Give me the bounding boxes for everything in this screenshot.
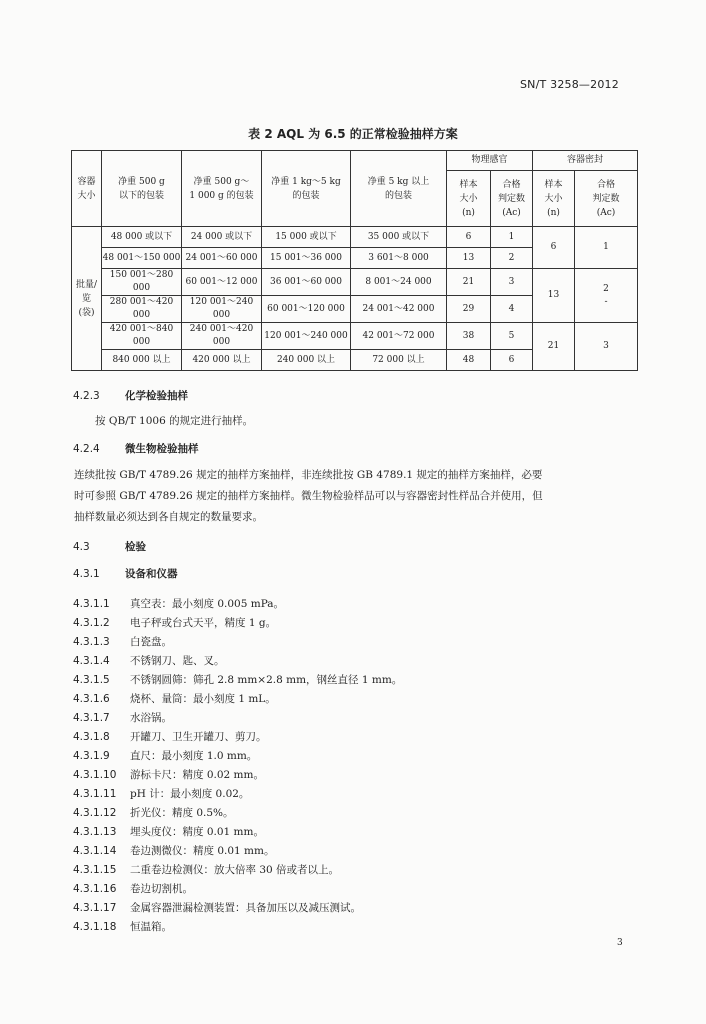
paragraph-4-2-4: 连续批按 GB/T 4789.26 规定的抽样方案抽样，非连续批按 GB 4789.1 规定的抽样方案抽样，必要 时可参照 GB/T 4789.26 规定的抽样方案抽样。微生物检验样品可以与容器密封性样品合并使用，但 抽样数量必须达到各自规定的数量要求。 xyxy=(74,469,543,523)
header-col2: 净重 500 g～ 1 000 g 的包装 xyxy=(182,151,262,227)
table-caption: 表 2 AQL 为 6.5 的正常检验抽样方案 xyxy=(248,127,458,141)
header-seal: 容器密封 xyxy=(533,151,638,171)
seal-sample-size: 13 xyxy=(533,269,575,323)
seal-accept-number: 2 - xyxy=(575,269,638,323)
table-row xyxy=(72,227,638,248)
table-cell: 120 001～240 000 xyxy=(182,296,262,323)
table-cell: 29 xyxy=(447,296,491,323)
list-item: 4.3.1.15 二重卷边检测仪：放大倍率 30 倍或者以上。 xyxy=(73,864,340,876)
section-heading-4-3: 4.3 检验 xyxy=(73,541,146,553)
table-cell: 13 xyxy=(447,248,491,269)
header-col1: 净重 500 g 以下的包装 xyxy=(102,151,182,227)
table-cell: 8 001～24 000 xyxy=(351,269,447,296)
table-cell: 38 xyxy=(447,323,491,350)
seal-accept-number: 3 xyxy=(575,323,638,371)
header-col4: 净重 5 kg 以上 的包装 xyxy=(351,151,447,227)
list-item: 4.3.1.9 直尺：最小刻度 1.0 mm。 xyxy=(73,750,258,762)
list-item: 4.3.1.5 不锈钢圆筛：筛孔 2.8 mm×2.8 mm，钢丝直径 1 mm。 xyxy=(73,674,403,686)
table-cell: 60 001～120 000 xyxy=(262,296,351,323)
table-cell: 35 000 或以下 xyxy=(351,227,447,248)
table-cell: 36 001～60 000 xyxy=(262,269,351,296)
header-seal-sample-size: 样本 大小 (n) xyxy=(533,171,575,227)
table-cell: 60 001～12 000 xyxy=(182,269,262,296)
table-cell: 280 001～420 000 xyxy=(102,296,182,323)
header-container-size: 容器 大小 xyxy=(72,151,102,227)
section-heading-4-2-4: 4.2.4 微生物检验抽样 xyxy=(73,443,199,455)
list-item: 4.3.1.3 白瓷盘。 xyxy=(73,636,172,648)
table-cell: 3 601～8 000 xyxy=(351,248,447,269)
table-cell: 24 001～60 000 xyxy=(182,248,262,269)
list-item: 4.3.1.1 真空表：最小刻度 0.005 mPa。 xyxy=(73,598,285,610)
table-cell: 3 xyxy=(491,269,533,296)
table-cell: 24 001～42 000 xyxy=(351,296,447,323)
table-cell: 2 xyxy=(491,248,533,269)
table-cell: 420 000 以上 xyxy=(182,350,262,371)
table-cell: 840 000 以上 xyxy=(102,350,182,371)
list-item: 4.3.1.12 折光仪：精度 0.5%。 xyxy=(73,807,234,819)
header-sample-size: 样本 大小 (n) xyxy=(447,171,491,227)
table-cell: 240 000 以上 xyxy=(262,350,351,371)
list-item: 4.3.1.11 pH 计：最小刻度 0.02。 xyxy=(73,788,250,800)
list-item: 4.3.1.14 卷边测微仪：精度 0.01 mm。 xyxy=(73,845,275,857)
list-item: 4.3.1.6 烧杯、量筒：最小刻度 1 mL。 xyxy=(73,693,276,705)
seal-sample-size: 6 xyxy=(533,227,575,269)
table-cell: 24 000 或以下 xyxy=(182,227,262,248)
standard-code: SN/T 3258—2012 xyxy=(520,78,619,91)
seal-sample-size: 21 xyxy=(533,323,575,371)
list-item: 4.3.1.8 开罐刀、卫生开罐刀、剪刀。 xyxy=(73,731,267,743)
header-physical: 物理感官 xyxy=(447,151,533,171)
header-accept-number: 合格 判定数 (Ac) xyxy=(491,171,533,227)
list-item: 4.3.1.13 埋头度仪：精度 0.01 mm。 xyxy=(73,826,264,838)
table-cell: 5 xyxy=(491,323,533,350)
sampling-plan-table xyxy=(71,150,638,371)
list-item: 4.3.1.18 恒温箱。 xyxy=(73,921,172,933)
table-cell: 1 xyxy=(491,227,533,248)
header-seal-accept-number: 合格 判定数 (Ac) xyxy=(575,171,638,227)
table-cell: 240 001～420 000 xyxy=(182,323,262,350)
paragraph-4-2-3: 按 QB/T 1006 的规定进行抽样。 xyxy=(95,415,254,427)
header-col3: 净重 1 kg～5 kg 的包装 xyxy=(262,151,351,227)
seal-accept-number: 1 xyxy=(575,227,638,269)
table-cell: 6 xyxy=(447,227,491,248)
table-cell: 72 000 以上 xyxy=(351,350,447,371)
page-number: 3 xyxy=(617,938,623,948)
table-cell: 48 xyxy=(447,350,491,371)
table-cell: 150 001～280 000 xyxy=(102,269,182,296)
table-row xyxy=(72,269,638,296)
list-item: 4.3.1.2 电子秤或台式天平，精度 1 g。 xyxy=(73,617,277,629)
list-item: 4.3.1.17 金属容器泄漏检测装置：具备加压以及减压测试。 xyxy=(73,902,361,914)
list-item: 4.3.1.16 卷边切割机。 xyxy=(73,883,193,895)
table-row xyxy=(72,323,638,350)
table-cell: 6 xyxy=(491,350,533,371)
table-cell: 420 001～840 000 xyxy=(102,323,182,350)
table-cell: 15 001～36 000 xyxy=(262,248,351,269)
seal-dash: - xyxy=(604,296,608,307)
table-cell: 48 000 或以下 xyxy=(102,227,182,248)
table-cell: 42 001～72 000 xyxy=(351,323,447,350)
table-cell: 15 000 或以下 xyxy=(262,227,351,248)
table-cell: 21 xyxy=(447,269,491,296)
list-item: 4.3.1.10 游标卡尺：精度 0.02 mm。 xyxy=(73,769,264,781)
table-cell: 48 001～150 000 xyxy=(102,248,182,269)
list-item: 4.3.1.4 不锈钢刀、匙、叉。 xyxy=(73,655,225,667)
section-heading-4-3-1: 4.3.1 设备和仪器 xyxy=(73,568,178,580)
table-cell: 4 xyxy=(491,296,533,323)
list-item: 4.3.1.7 水浴锅。 xyxy=(73,712,172,724)
table-cell: 120 001～240 000 xyxy=(262,323,351,350)
section-heading-4-2-3: 4.2.3 化学检验抽样 xyxy=(73,390,188,402)
row-label-batch: 批量/ 览 (袋) xyxy=(72,227,102,371)
